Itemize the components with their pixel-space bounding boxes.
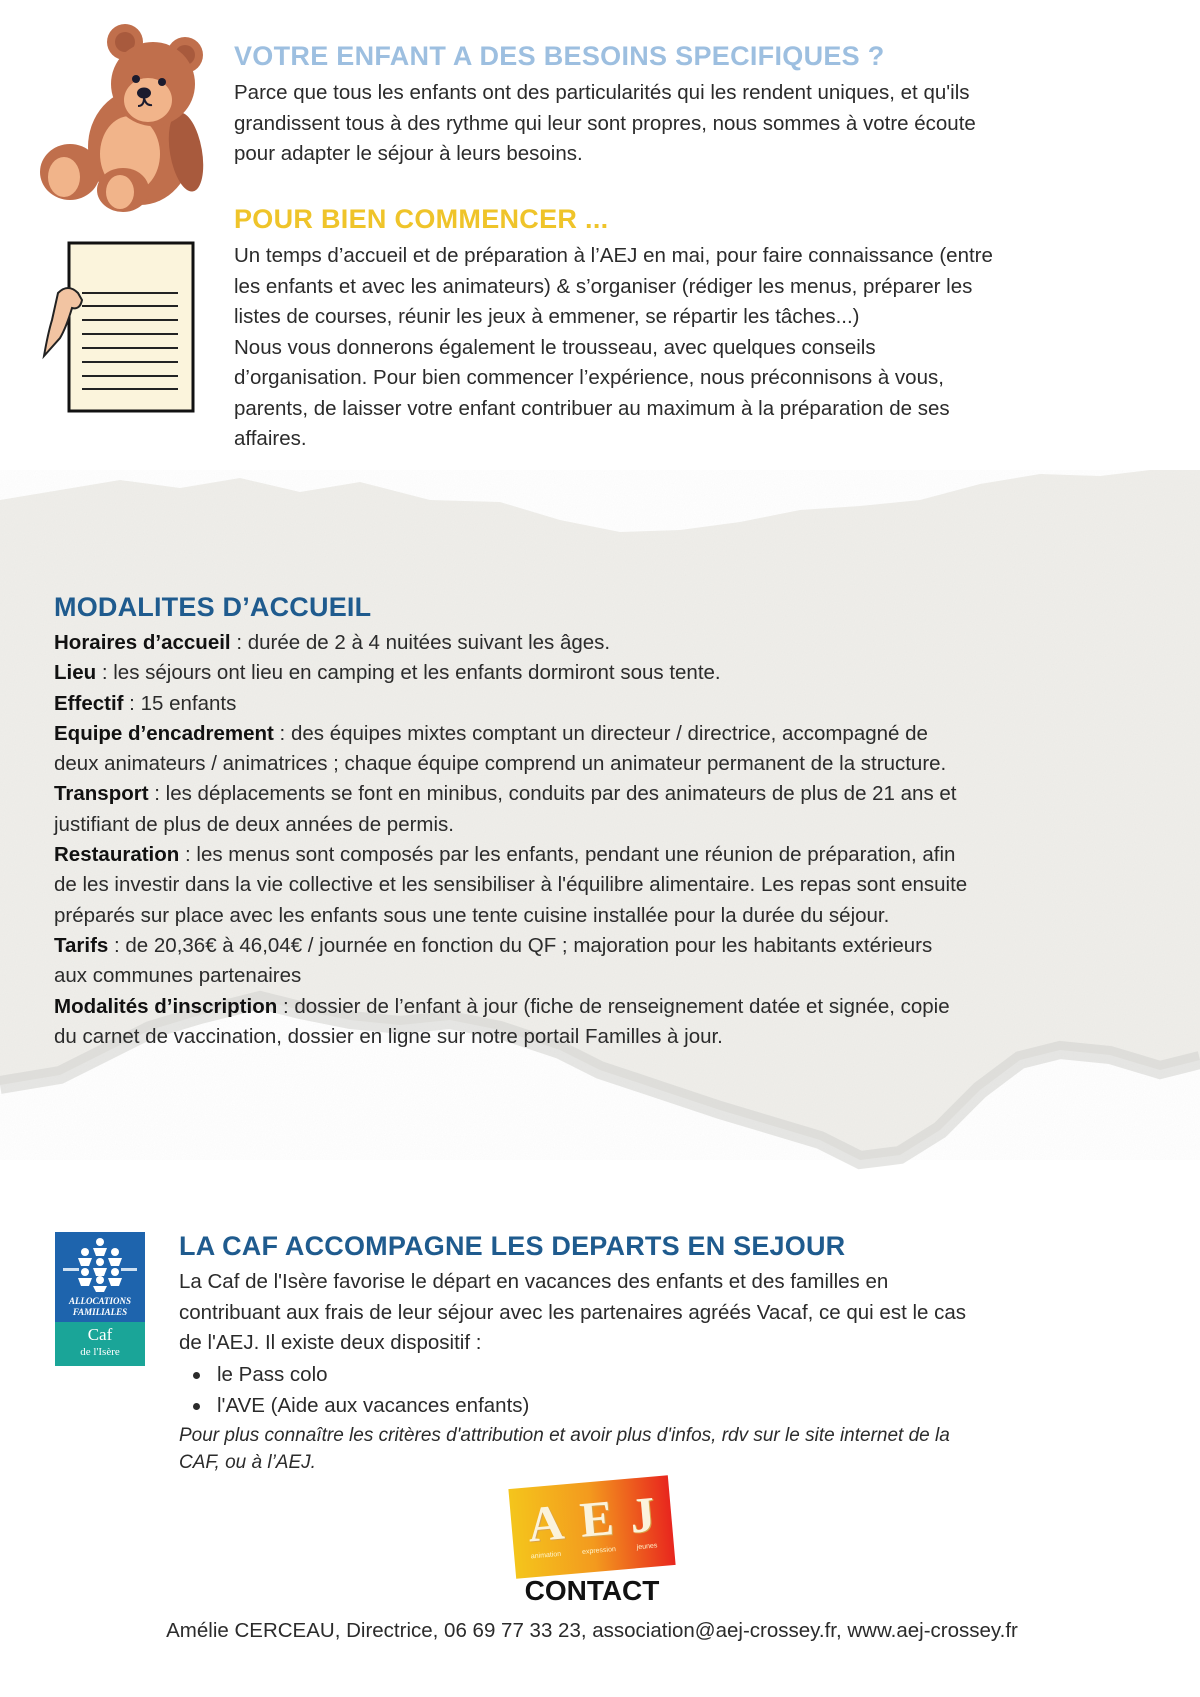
modalite-item: Modalités d’inscription : dossier de l’enfant à jour (fiche de renseignement datée et signée, copie: [54, 994, 950, 1018]
text-line: Pour plus connaître les critères d'attribution et avoir plus d'infos, rdv sur le site internet de la: [179, 1424, 950, 1446]
modalite-item-cont: aux communes partenaires: [54, 964, 302, 988]
caf-logo-line2: FAMILIALES: [72, 1307, 128, 1317]
list-item: le Pass colo: [179, 1359, 1169, 1390]
modalite-item: Tarifs : de 20,36€ à 46,04€ / journée en fonction du QF ; majoration pour les habitants extérieurs: [54, 933, 933, 957]
text-line: grandissent tous à des rythme qui leur sont propres, nous sommes à votre écoute: [234, 111, 976, 135]
modalite-item: Restauration : les menus sont composés par les enfants, pendant une réunion de préparation, afin: [54, 843, 956, 867]
modalite-item: Equipe d’encadrement : des équipes mixtes comptant un directeur / directrice, accompagné de: [54, 721, 928, 745]
caf-logo-blue-block: [55, 1232, 145, 1322]
aej-tags: animation expression jeunes: [530, 1542, 658, 1561]
modalite-item-cont: préparés sur place avec les enfants sous une tente cuisine installée pour la durée du séjour.: [54, 903, 890, 927]
text-line: parents, de laisser votre enfant contribuer au maximum à la préparation de ses: [234, 396, 950, 420]
list-item: l'AVE (Aide aux vacances enfants): [179, 1390, 1169, 1421]
teddy-bear-icon: [28, 22, 208, 212]
text-line: affaires.: [234, 427, 307, 450]
commencer-text: [234, 241, 1174, 455]
text-line: listes de courses, réunir les jeux à emmener, se répartir les tâches...): [234, 305, 860, 328]
caf-title: LA CAF ACCOMPAGNE LES DEPARTS EN SEJOUR: [179, 1231, 846, 1261]
document-in-hand-icon: [38, 238, 208, 418]
besoins-title: VOTRE ENFANT A DES BESOINS SPECIFIQUES ?: [234, 41, 885, 71]
modalite-item-cont: du carnet de vaccination, dossier en ligne sur notre portail Familles à jour.: [54, 1024, 723, 1048]
contact-title: CONTACT: [524, 1575, 660, 1606]
modalite-item: Horaires d’accueil : durée de 2 à 4 nuitées suivant les âges.: [54, 631, 611, 654]
aej-logo: [508, 1475, 675, 1579]
text-line: Parce que tous les enfants ont des particularités qui les rendent uniques, et qu'ils: [234, 81, 970, 104]
caf-logo-teal-block: [55, 1322, 145, 1366]
aej-letters: A E J: [525, 1485, 658, 1553]
contact-line: Amélie CERCEAU, Directrice, 06 69 77 33 23, association@aej-crossey.fr, www.aej-crossey.fr: [166, 1619, 1018, 1642]
modalite-item: Lieu : les séjours ont lieu en camping et les enfants dormiront sous tente.: [54, 661, 721, 685]
besoins-text: [234, 78, 1174, 170]
modalite-item-cont: justifiant de plus de deux années de permis.: [54, 812, 455, 836]
caf-logo-line1: ALLOCATIONS: [68, 1296, 131, 1306]
text-line: les enfants et avec les animateurs) & s’organiser (rédiger les menus, préparer les: [234, 274, 973, 298]
commencer-title: POUR BIEN COMMENCER ...: [234, 204, 609, 234]
caf-note: [179, 1422, 1169, 1476]
text-line: La Caf de l'Isère favorise le départ en vacances des enfants et des familles en: [179, 1270, 889, 1293]
text-line: pour adapter le séjour à leurs besoins.: [234, 142, 583, 165]
modalite-item: Transport : les déplacements se font en minibus, conduits par des animateurs de plus de 21 ans et: [54, 782, 957, 806]
modalite-item-cont: deux animateurs / animatrices ; chaque équipe comprend un animateur permanent de la structure.: [54, 752, 947, 776]
text-line: Un temps d’accueil et de préparation à l’AEJ en mai, pour faire connaissance (entre: [234, 244, 993, 267]
caf-dispositifs-list: [179, 1359, 1169, 1421]
text-line: Nous vous donnerons également le trousseau, avec quelques conseils: [234, 335, 876, 359]
modalites-title: MODALITES D’ACCUEIL: [54, 592, 372, 622]
caf-logo: [55, 1232, 145, 1366]
modalite-item-cont: de les investir dans la vie collective et les sensibiliser à l'équilibre alimentaire. Les repas sont ensuite: [54, 873, 968, 897]
text-line: d’organisation. Pour bien commencer l’expérience, nous préconnisons à vous,: [234, 366, 944, 389]
text-line: contribuant aux frais de leur séjour avec les partenaires agréés Vacaf, ce qui est le cas: [179, 1300, 967, 1324]
modalite-item: Effectif : 15 enfants: [54, 691, 237, 715]
text-line: de l'AEJ. Il existe deux dispositif :: [179, 1331, 482, 1354]
caf-family-icon: [55, 1234, 145, 1294]
modalites-list: [54, 628, 1174, 1052]
caf-logo-region: de l'Isère: [80, 1346, 120, 1358]
caf-text: [179, 1267, 1169, 1476]
caf-logo-caf: Caf: [87, 1325, 113, 1344]
text-line: CAF, ou à l’AEJ.: [179, 1451, 316, 1473]
